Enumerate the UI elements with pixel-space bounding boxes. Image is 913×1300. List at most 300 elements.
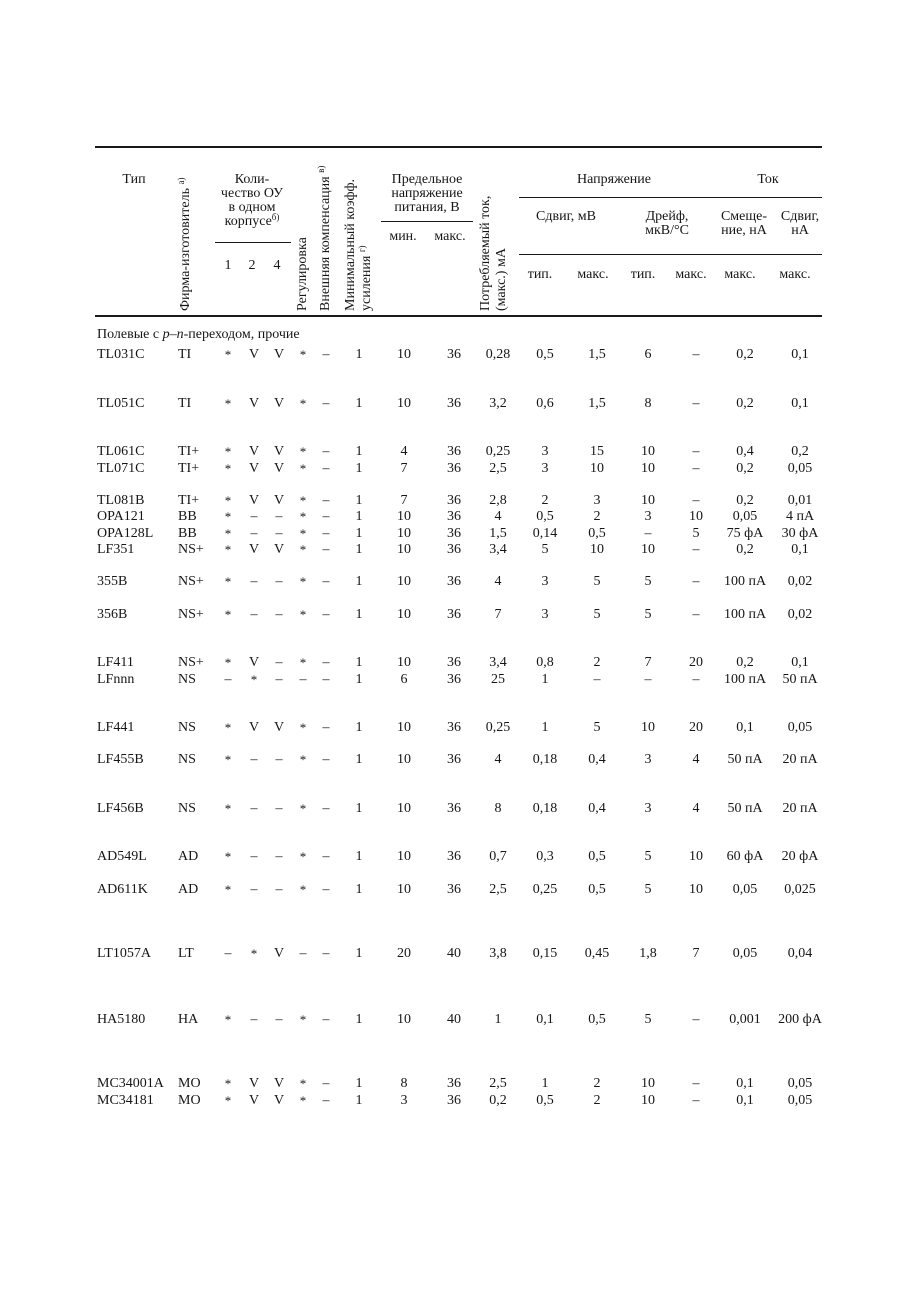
supply-subrule: [381, 221, 473, 222]
cell-regulation: *: [299, 574, 307, 589]
cell-drift-max: 4: [692, 752, 700, 767]
header-count-2: 2: [248, 258, 256, 273]
cell-min-gain: 1: [355, 849, 363, 864]
cell-supply-max: 36: [447, 461, 461, 476]
cell-supply-max: 36: [447, 849, 461, 864]
cell-count-4: V: [273, 461, 285, 476]
cell-supply-min: 10: [397, 655, 411, 670]
cell-offset-typ: 5: [541, 542, 549, 557]
cell-supply-min: 6: [400, 672, 408, 687]
cell-supply-max: 36: [447, 1076, 461, 1091]
cell-bias-max: 50 пА: [727, 752, 763, 767]
cell-count-2: V: [248, 461, 260, 476]
cell-drift-typ: 10: [641, 444, 655, 459]
cell-current: 8: [494, 801, 502, 816]
header-count-line1: Коли-: [234, 172, 270, 187]
cell-drift-typ: 10: [641, 493, 655, 508]
cell-min-gain: 1: [355, 347, 363, 362]
cell-ext-comp: –: [322, 801, 330, 816]
cell-firm: TI+: [178, 493, 200, 508]
cell-min-gain: 1: [355, 493, 363, 508]
cell-shift-max: 50 пА: [782, 672, 818, 687]
cell-regulation: *: [299, 461, 307, 476]
header-ext-comp-text: Внешняя компенсация: [318, 176, 333, 311]
cell-count-1: *: [224, 461, 232, 476]
cell-current: 2,5: [489, 882, 507, 897]
cell-drift-typ: 3: [644, 801, 652, 816]
header-bias-line1: Смеще-: [720, 209, 768, 224]
cell-count-2: V: [248, 542, 260, 557]
cell-count-4: –: [275, 882, 283, 897]
cell-supply-min: 10: [397, 509, 411, 524]
cell-count-1: *: [224, 574, 232, 589]
cell-count-4: –: [275, 849, 283, 864]
cell-drift-typ: 10: [641, 1076, 655, 1091]
cell-drift-max: –: [692, 444, 700, 459]
cell-drift-max: 20: [689, 655, 703, 670]
cell-supply-max: 36: [447, 396, 461, 411]
cell-drift-typ: 6: [644, 347, 652, 362]
cell-bias-max: 0,05: [732, 509, 758, 524]
cell-count-1: *: [224, 1093, 232, 1108]
cell-ext-comp: –: [322, 1012, 330, 1027]
cell-regulation: *: [299, 444, 307, 459]
cell-min-gain: 1: [355, 509, 363, 524]
cell-ext-comp: –: [322, 542, 330, 557]
header-max2: макс.: [675, 267, 707, 282]
header-bias-line2: ние, нА: [721, 223, 767, 238]
cell-offset-typ: 0,18: [532, 801, 558, 816]
header-count-line3: в одном: [228, 200, 276, 215]
cell-firm: LT: [178, 946, 194, 961]
cell-drift-max: –: [692, 574, 700, 589]
cell-offset-max: 3: [593, 493, 601, 508]
header-max4: макс.: [779, 267, 811, 282]
cell-bias-max: 0,1: [736, 1076, 754, 1091]
section-title-n: n: [176, 327, 184, 342]
cell-min-gain: 1: [355, 444, 363, 459]
cell-count-4: V: [273, 444, 285, 459]
cell-count-4: V: [273, 396, 285, 411]
cell-offset-typ: 3: [541, 607, 549, 622]
section-title-dash: –: [169, 327, 177, 342]
cell-type: OPA128L: [97, 526, 154, 541]
cell-offset-max: 15: [590, 444, 604, 459]
cell-firm: AD: [178, 849, 199, 864]
cell-supply-min: 10: [397, 720, 411, 735]
cell-min-gain: 1: [355, 655, 363, 670]
cell-min-gain: 1: [355, 720, 363, 735]
cell-drift-max: 10: [689, 882, 703, 897]
cell-offset-max: 0,4: [588, 801, 606, 816]
header-count-line4: [224, 212, 280, 229]
cell-bias-max: 0,05: [732, 946, 758, 961]
cell-shift-max: 0,05: [787, 720, 813, 735]
section-title-suffix: -переходом, прочие: [183, 327, 300, 342]
cell-bias-max: 0,2: [736, 655, 754, 670]
cell-bias-max: 0,1: [736, 1093, 754, 1108]
cell-offset-max: 0,5: [588, 882, 606, 897]
cell-bias-max: 0,001: [729, 1012, 761, 1027]
cell-supply-max: 36: [447, 509, 461, 524]
cell-min-gain: 1: [355, 1012, 363, 1027]
cell-supply-min: 10: [397, 882, 411, 897]
cell-count-1: *: [224, 655, 232, 670]
cell-regulation: *: [299, 1012, 307, 1027]
cell-drift-typ: 10: [641, 720, 655, 735]
cell-supply-min: 10: [397, 849, 411, 864]
cell-regulation: *: [299, 526, 307, 541]
cell-supply-max: 40: [447, 946, 461, 961]
cell-offset-max: 10: [590, 542, 604, 557]
cell-supply-min: 8: [400, 1076, 408, 1091]
cell-min-gain: 1: [355, 882, 363, 897]
cell-drift-max: –: [692, 672, 700, 687]
cell-count-1: *: [224, 1012, 232, 1027]
cell-drift-max: –: [692, 493, 700, 508]
cell-drift-max: –: [692, 1076, 700, 1091]
header-min-gain-line1: Минимальный коэфф.: [343, 178, 358, 311]
header-shift-line1: Сдвиг,: [780, 209, 820, 224]
cell-count-1: *: [224, 347, 232, 362]
header-current-line1: Потребляемый ток,: [478, 195, 493, 311]
cell-firm: MO: [178, 1076, 201, 1091]
cell-firm: MO: [178, 1093, 201, 1108]
cell-count-2: V: [248, 444, 260, 459]
cell-shift-max: 0,025: [784, 882, 816, 897]
cell-drift-typ: 8: [644, 396, 652, 411]
cell-current: 4: [494, 752, 502, 767]
cell-ext-comp: –: [322, 752, 330, 767]
cell-supply-max: 40: [447, 1012, 461, 1027]
cell-min-gain: 1: [355, 801, 363, 816]
cell-offset-max: –: [593, 672, 601, 687]
header-type: Тип: [122, 172, 146, 187]
cell-count-1: *: [224, 493, 232, 508]
cell-shift-max: 0,02: [787, 607, 813, 622]
header-drift-line2: мкВ/°С: [645, 223, 689, 238]
cell-supply-max: 36: [447, 493, 461, 508]
cell-drift-max: –: [692, 1012, 700, 1027]
cell-count-1: *: [224, 607, 232, 622]
cell-ext-comp: –: [322, 946, 330, 961]
cell-type: OPA121: [97, 509, 145, 524]
cell-offset-max: 1,5: [588, 396, 606, 411]
cell-shift-max: 0,05: [787, 461, 813, 476]
cell-current: 4: [494, 509, 502, 524]
cell-min-gain: 1: [355, 461, 363, 476]
cell-drift-max: –: [692, 607, 700, 622]
cell-count-4: –: [275, 607, 283, 622]
cell-regulation: *: [299, 542, 307, 557]
cell-ext-comp: –: [322, 461, 330, 476]
cell-supply-min: 10: [397, 752, 411, 767]
cell-firm: TI+: [178, 444, 200, 459]
cell-firm: NS: [178, 752, 196, 767]
cell-count-2: –: [250, 882, 258, 897]
cell-bias-max: 100 пА: [723, 574, 767, 589]
cell-shift-max: 4 пА: [785, 509, 815, 524]
cell-count-1: *: [224, 720, 232, 735]
cell-drift-typ: 10: [641, 542, 655, 557]
cell-min-gain: 1: [355, 574, 363, 589]
cell-count-1: –: [224, 672, 232, 687]
cell-count-4: –: [275, 509, 283, 524]
cell-supply-min: 10: [397, 396, 411, 411]
cell-ext-comp: –: [322, 444, 330, 459]
cell-regulation: *: [299, 752, 307, 767]
cell-drift-typ: 5: [644, 849, 652, 864]
cell-type: LF456B: [97, 801, 144, 816]
cell-supply-max: 36: [447, 752, 461, 767]
cell-supply-max: 36: [447, 574, 461, 589]
cell-regulation: *: [299, 1076, 307, 1091]
cell-drift-max: 7: [692, 946, 700, 961]
cell-current: 1: [494, 1012, 502, 1027]
cell-regulation: *: [299, 882, 307, 897]
cell-count-4: –: [275, 526, 283, 541]
cell-bias-max: 0,2: [736, 461, 754, 476]
header-regulation: Регулировка: [295, 237, 310, 311]
cell-current: 25: [491, 672, 505, 687]
cell-count-2: –: [250, 849, 258, 864]
cell-offset-max: 5: [593, 574, 601, 589]
cell-type: MC34001A: [97, 1076, 164, 1091]
cell-count-2: V: [248, 1093, 260, 1108]
cell-count-1: *: [224, 882, 232, 897]
cell-count-2: –: [250, 526, 258, 541]
cell-current: 0,7: [489, 849, 507, 864]
cell-supply-max: 36: [447, 801, 461, 816]
cell-offset-typ: 0,5: [536, 1093, 554, 1108]
cell-supply-max: 36: [447, 444, 461, 459]
cell-supply-min: 20: [397, 946, 411, 961]
cell-count-1: *: [224, 526, 232, 541]
cell-offset-typ: 3: [541, 574, 549, 589]
cell-supply-max: 36: [447, 542, 461, 557]
cell-drift-max: 10: [689, 849, 703, 864]
cell-count-1: *: [224, 509, 232, 524]
cell-min-gain: 1: [355, 1093, 363, 1108]
cell-drift-max: –: [692, 347, 700, 362]
cell-supply-min: 10: [397, 1012, 411, 1027]
cell-ext-comp: –: [322, 1093, 330, 1108]
cell-offset-typ: 0,3: [536, 849, 554, 864]
cell-bias-max: 100 пА: [723, 607, 767, 622]
cell-shift-max: 0,01: [787, 493, 813, 508]
cell-current: 3,8: [489, 946, 507, 961]
cell-offset-typ: 0,15: [532, 946, 558, 961]
cell-count-4: –: [275, 655, 283, 670]
cell-bias-max: 100 пА: [723, 672, 767, 687]
cell-type: LF441: [97, 720, 135, 735]
cell-offset-typ: 0,1: [536, 1012, 554, 1027]
section-title-prefix: Полевые с: [97, 327, 163, 342]
cell-regulation: –: [299, 946, 307, 961]
cell-shift-max: 20 пА: [782, 801, 818, 816]
cell-regulation: *: [299, 493, 307, 508]
cell-count-2: –: [250, 574, 258, 589]
cell-offset-max: 2: [593, 1076, 601, 1091]
cell-offset-max: 0,45: [584, 946, 610, 961]
header-count-4: 4: [273, 258, 281, 273]
header-current-group: Ток: [757, 172, 779, 187]
cell-offset-typ: 0,18: [532, 752, 558, 767]
cell-shift-max: 0,02: [787, 574, 813, 589]
cell-supply-min: 10: [397, 801, 411, 816]
cell-count-4: –: [275, 752, 283, 767]
cell-bias-max: 50 пА: [727, 801, 763, 816]
cell-current: 0,25: [485, 720, 511, 735]
cell-regulation: *: [299, 509, 307, 524]
cell-firm: NS+: [178, 574, 204, 589]
cell-drift-typ: 5: [644, 607, 652, 622]
cell-shift-max: 0,2: [791, 444, 809, 459]
header-ext-comp-note: в): [316, 165, 326, 173]
header-supply-line1: Предельное: [391, 172, 463, 187]
header-current-line2: (макс.) мА: [494, 248, 509, 311]
header-max1: макс.: [577, 267, 609, 282]
cell-drift-max: –: [692, 542, 700, 557]
cell-firm: NS: [178, 672, 196, 687]
cell-count-1: *: [224, 1076, 232, 1091]
cell-count-2: –: [250, 752, 258, 767]
header-supply-line3: питания, В: [394, 200, 460, 215]
header-min-gain-line2: [359, 245, 375, 311]
cell-shift-max: 0,1: [791, 347, 809, 362]
table-top-rule: [95, 146, 822, 148]
cell-offset-typ: 1: [541, 1076, 549, 1091]
header-offset-mv: Сдвиг, мВ: [536, 209, 596, 224]
cell-count-4: –: [275, 1012, 283, 1027]
cell-type: LF455B: [97, 752, 144, 767]
cell-type: LFnnn: [97, 672, 135, 687]
cell-min-gain: 1: [355, 752, 363, 767]
cell-supply-max: 36: [447, 655, 461, 670]
cell-type: 355B: [97, 574, 128, 589]
cell-min-gain: 1: [355, 542, 363, 557]
cell-type: MC34181: [97, 1093, 154, 1108]
cell-type: 356B: [97, 607, 128, 622]
header-min-gain-line2-text: усиления: [359, 255, 374, 311]
cell-supply-max: 36: [447, 720, 461, 735]
cell-shift-max: 0,1: [791, 542, 809, 557]
cell-supply-max: 36: [447, 882, 461, 897]
cell-shift-max: 0,1: [791, 655, 809, 670]
cell-ext-comp: –: [322, 396, 330, 411]
cell-offset-max: 5: [593, 607, 601, 622]
cell-offset-typ: 0,5: [536, 509, 554, 524]
cell-count-2: –: [250, 509, 258, 524]
cell-count-4: –: [275, 801, 283, 816]
cell-drift-max: –: [692, 396, 700, 411]
cell-shift-max: 20 фА: [781, 849, 819, 864]
cell-supply-min: 10: [397, 542, 411, 557]
cell-ext-comp: –: [322, 493, 330, 508]
cell-current: 7: [494, 607, 502, 622]
cell-type: TL031C: [97, 347, 145, 362]
header-count-line4-text: корпусе: [224, 214, 272, 229]
cell-supply-min: 10: [397, 526, 411, 541]
cell-firm: TI+: [178, 461, 200, 476]
cell-count-2: –: [250, 801, 258, 816]
cell-regulation: *: [299, 655, 307, 670]
cell-ext-comp: –: [322, 849, 330, 864]
cell-drift-typ: 5: [644, 574, 652, 589]
typ-max-subrule: [519, 254, 822, 255]
header-count-note: б): [271, 212, 280, 222]
header-firm-text: Фирма-изготовитель: [178, 188, 193, 311]
cell-supply-max: 36: [447, 526, 461, 541]
cell-offset-max: 2: [593, 509, 601, 524]
cell-drift-max: –: [692, 1093, 700, 1108]
cell-supply-min: 10: [397, 574, 411, 589]
cell-count-4: –: [275, 672, 283, 687]
header-shift-line2: нА: [791, 223, 809, 238]
cell-count-4: V: [273, 493, 285, 508]
cell-firm: TI: [178, 396, 192, 411]
header-drift-line1: Дрейф,: [645, 209, 689, 224]
cell-current: 0,28: [485, 347, 511, 362]
cell-bias-max: 0,1: [736, 720, 754, 735]
header-min-gain-note: г): [357, 245, 367, 253]
cell-count-1: *: [224, 542, 232, 557]
header-supply-max: макс.: [434, 229, 466, 244]
cell-supply-max: 36: [447, 607, 461, 622]
header-firm-note: а): [176, 177, 186, 185]
cell-min-gain: 1: [355, 946, 363, 961]
cell-offset-typ: 3: [541, 444, 549, 459]
header-max3: макс.: [724, 267, 756, 282]
cell-bias-max: 0,2: [736, 396, 754, 411]
cell-offset-max: 0,5: [588, 849, 606, 864]
cell-min-gain: 1: [355, 1076, 363, 1091]
cell-drift-typ: 10: [641, 1093, 655, 1108]
cell-drift-typ: 5: [644, 882, 652, 897]
cell-type: LT1057A: [97, 946, 151, 961]
count-subrule: [215, 242, 291, 243]
cell-offset-max: 5: [593, 720, 601, 735]
header-firm: [178, 178, 194, 311]
cell-supply-max: 36: [447, 1093, 461, 1108]
cell-offset-max: 1,5: [588, 347, 606, 362]
cell-count-1: *: [224, 396, 232, 411]
cell-type: TL061C: [97, 444, 145, 459]
cell-drift-max: 20: [689, 720, 703, 735]
cell-shift-max: 200 фА: [778, 1012, 822, 1027]
cell-count-1: *: [224, 752, 232, 767]
cell-firm: BB: [178, 526, 197, 541]
section-title: [97, 327, 300, 343]
cell-firm: AD: [178, 882, 199, 897]
cell-count-2: V: [248, 655, 260, 670]
header-typ1: тип.: [527, 267, 553, 282]
cell-type: HA5180: [97, 1012, 146, 1027]
cell-current: 3,4: [489, 655, 507, 670]
cell-drift-typ: 10: [641, 461, 655, 476]
cell-type: TL071C: [97, 461, 145, 476]
cell-offset-typ: 2: [541, 493, 549, 508]
cell-offset-max: 0,5: [588, 526, 606, 541]
cell-min-gain: 1: [355, 526, 363, 541]
header-count-line2: чество ОУ: [220, 186, 284, 201]
cell-offset-typ: 0,8: [536, 655, 554, 670]
voltage-current-subrule: [519, 197, 822, 198]
cell-drift-typ: –: [644, 526, 652, 541]
cell-shift-max: 0,04: [787, 946, 813, 961]
cell-drift-typ: 3: [644, 509, 652, 524]
cell-drift-typ: 3: [644, 752, 652, 767]
